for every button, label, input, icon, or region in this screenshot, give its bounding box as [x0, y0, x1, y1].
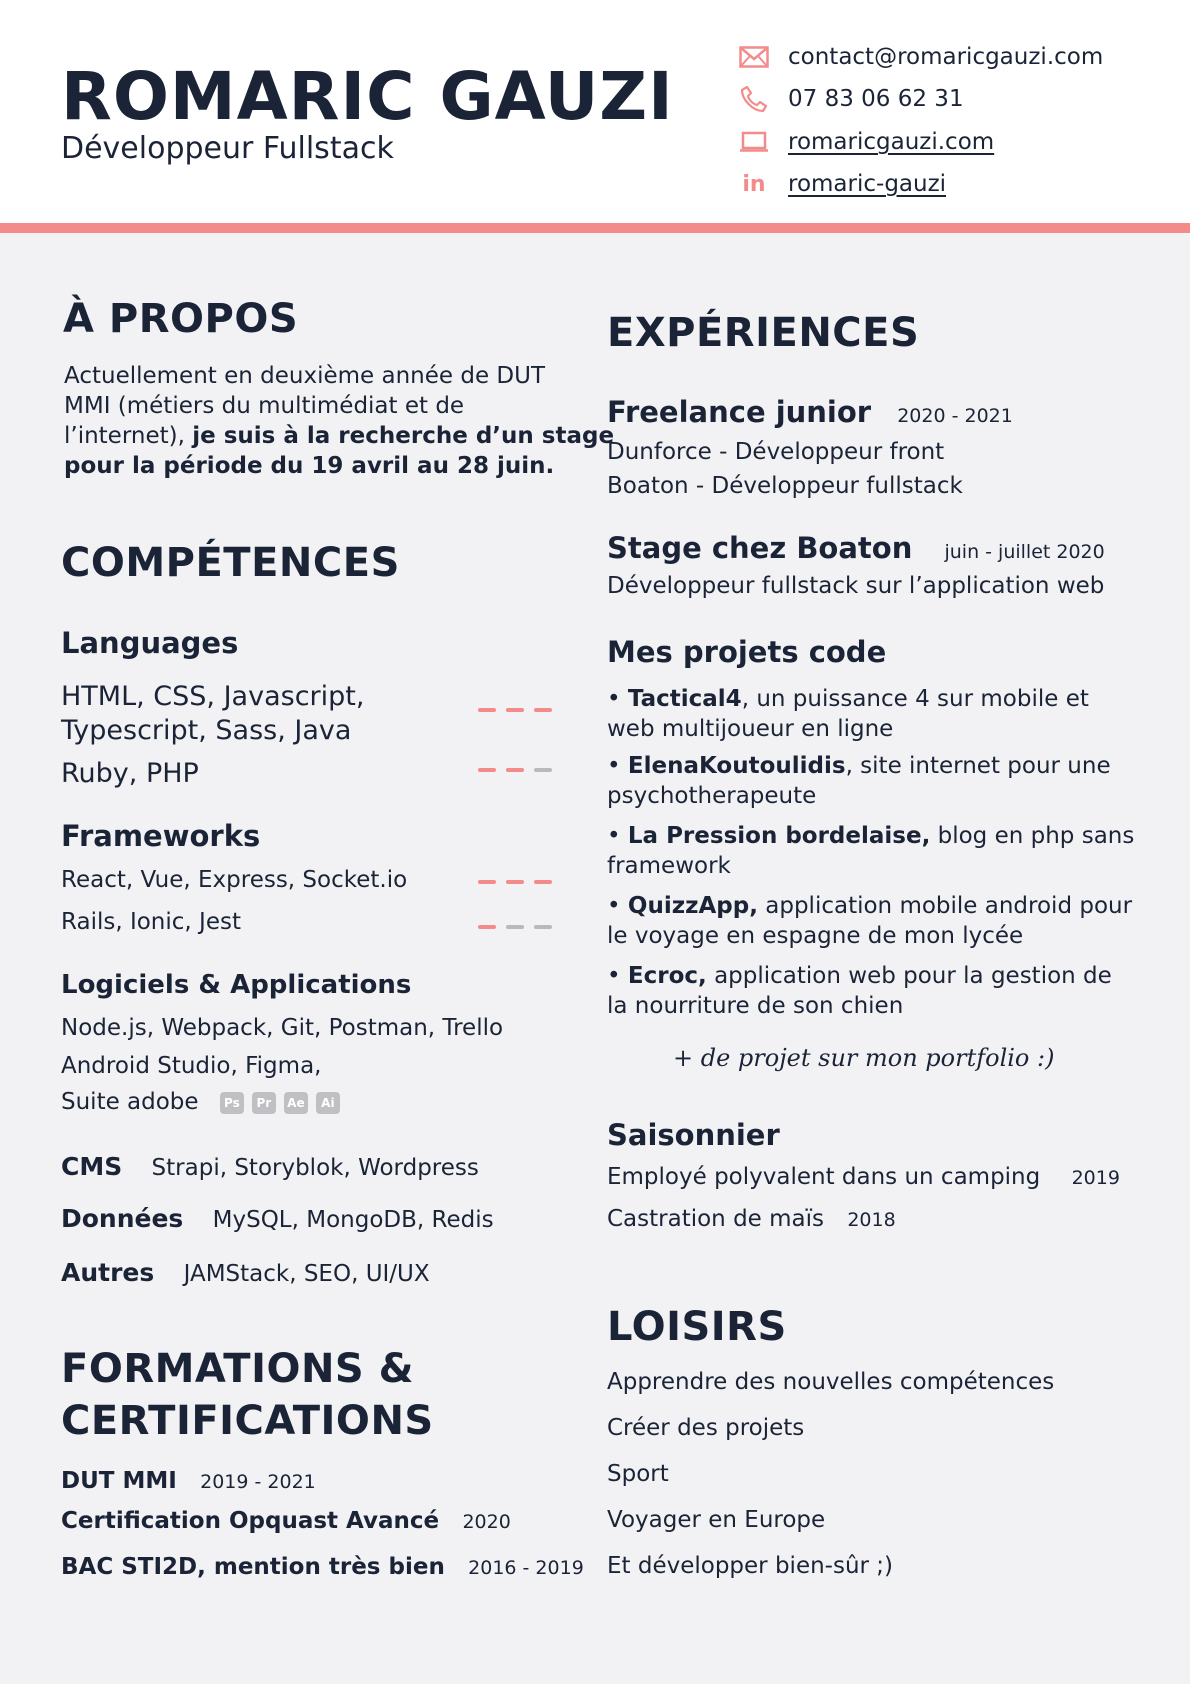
data-row [61, 1203, 494, 1236]
software-line: Android Studio, Figma, [61, 1053, 322, 1079]
frameworks-title: Frameworks [61, 819, 261, 853]
data-label: Données [61, 1204, 184, 1233]
hobby-item: Apprendre des nouvelles compétences [607, 1369, 1055, 1395]
skill-level [478, 708, 552, 712]
other-value: JAMStack, SEO, UI/UX [183, 1261, 430, 1287]
linkedin-link[interactable]: romaric-gauzi [788, 171, 947, 197]
hobby-item: Et développer bien-sûr ;) [607, 1553, 894, 1579]
hobby-item: Sport [607, 1461, 669, 1487]
education-name: Certification Opquast Avancé [61, 1508, 440, 1534]
about-title: À PROPOS [63, 296, 299, 342]
about-text: l’internet), [64, 423, 193, 449]
cms-row [61, 1151, 479, 1184]
project-item: • QuizzApp, application mobile android pour [607, 893, 1133, 919]
project-desc: psychotherapeute [607, 783, 817, 809]
level-dash [506, 708, 524, 712]
freelance-title [607, 395, 1013, 429]
projects-title: Mes projets code [607, 635, 887, 669]
software-title: Logiciels & Applications [61, 970, 412, 1000]
about-line: MMI (métiers du multimédiat et de [64, 393, 465, 419]
data-value: MySQL, MongoDB, Redis [212, 1207, 494, 1233]
education-item [61, 1506, 511, 1537]
project-desc: framework [607, 853, 731, 879]
project-desc: web multijoueur en ligne [607, 716, 894, 742]
level-dash [478, 708, 496, 712]
level-dash [534, 880, 552, 884]
hobby-item: Créer des projets [607, 1415, 805, 1441]
skill-languages-line: Typescript, Sass, Java [61, 715, 352, 746]
contact-website[interactable] [738, 124, 994, 160]
project-item: • Ecroc, application web pour la gestion de [607, 963, 1112, 989]
website-link[interactable]: romaricgauzi.com [788, 129, 995, 155]
education-name: DUT MMI [61, 1468, 177, 1494]
skills-title: COMPÉTENCES [61, 540, 400, 586]
level-dash [478, 925, 496, 929]
about-line: Actuellement en deuxième année de DUT [64, 363, 546, 389]
portfolio-note[interactable]: + de projet sur mon portfolio :) [673, 1044, 1055, 1072]
skill-level [478, 768, 552, 772]
photoshop-icon: Ps [220, 1092, 244, 1114]
project-name: ElenaKoutoulidis [627, 753, 846, 779]
about-highlight: je suis à la recherche d’un stage [192, 423, 615, 449]
level-dash [534, 925, 552, 929]
skill-level [478, 880, 552, 884]
project-name: Tactical4 [627, 686, 742, 712]
skill-level [478, 925, 552, 929]
level-dash [506, 880, 524, 884]
seasonal-date: 2018 [847, 1209, 896, 1231]
project-desc: la nourriture de son chien [607, 993, 904, 1019]
header [0, 0, 1190, 233]
project-name: Ecroc, [627, 963, 707, 989]
seasonal-title: Saisonnier [607, 1118, 780, 1152]
mail-icon [738, 41, 770, 73]
project-item: • Tactical4, un puissance 4 sur mobile et [607, 686, 1089, 712]
level-dash [534, 708, 552, 712]
phone-icon [738, 83, 770, 115]
skill-framework-line: Rails, Ionic, Jest [61, 909, 241, 935]
seasonal-desc: Castration de maïs [607, 1206, 825, 1232]
experience-title: EXPÉRIENCES [607, 310, 920, 356]
freelance-line: Dunforce - Développeur front [607, 439, 945, 465]
project-desc: site internet pour une [852, 753, 1111, 779]
education-date: 2016 - 2019 [468, 1557, 584, 1579]
project-name: La Pression bordelaise, [627, 823, 931, 849]
other-label: Autres [61, 1258, 155, 1287]
contact-phone[interactable] [738, 81, 964, 117]
skill-languages-line: Ruby, PHP [61, 758, 199, 789]
contact-linkedin[interactable] [738, 166, 946, 202]
project-desc: blog en php sans [930, 823, 1135, 849]
level-dash [506, 768, 524, 772]
internship-name: Stage chez Boaton [607, 531, 913, 565]
project-desc: le voyage en espagne de mon lycée [607, 923, 1024, 949]
about-highlight: pour la période du 19 avril au 28 juin. [64, 453, 555, 479]
education-item [61, 1466, 316, 1497]
freelance-name: Freelance junior [607, 395, 872, 429]
level-dash [534, 768, 552, 772]
role-subtitle: Développeur Fullstack [61, 131, 394, 166]
software-line: Node.js, Webpack, Git, Postman, Trello [61, 1015, 504, 1041]
after-effects-icon: Ae [284, 1092, 308, 1114]
seasonal-date: 2019 [1071, 1167, 1120, 1189]
software-text: Suite adobe [61, 1089, 199, 1115]
illustrator-icon: Ai [316, 1092, 340, 1114]
project-desc: application web pour la gestion de [706, 963, 1112, 989]
project-item: • ElenaKoutoulidis, site internet pour une [607, 753, 1111, 779]
contact-email[interactable] [738, 39, 1103, 75]
project-item: • La Pression bordelaise, blog en php sans [607, 823, 1135, 849]
freelance-date: 2020 - 2021 [897, 405, 1013, 427]
project-desc: un puissance 4 sur mobile et [749, 686, 1089, 712]
hobby-item: Voyager en Europe [607, 1507, 826, 1533]
adobe-badges [220, 1092, 340, 1114]
seasonal-item [607, 1204, 896, 1235]
level-dash [478, 880, 496, 884]
internship-title [607, 531, 1105, 565]
education-date: 2020 [462, 1511, 511, 1533]
level-dash [478, 768, 496, 772]
education-name: BAC STI2D, mention très bien [61, 1554, 445, 1580]
project-name: QuizzApp, [627, 893, 758, 919]
cms-label: CMS [61, 1152, 123, 1181]
laptop-icon [738, 126, 770, 158]
email-text: contact@romaricgauzi.com [788, 44, 1104, 70]
phone-text: 07 83 06 62 31 [788, 86, 964, 112]
name-title: ROMARIC GAUZI [61, 58, 674, 135]
project-desc: application mobile android pour [757, 893, 1133, 919]
other-row [61, 1257, 430, 1290]
level-dash [506, 925, 524, 929]
education-date: 2019 - 2021 [200, 1471, 316, 1493]
seasonal-item [607, 1162, 1120, 1193]
internship-line: Développeur fullstack sur l’application web [607, 573, 1105, 599]
education-title: CERTIFICATIONS [61, 1398, 434, 1444]
internship-date: juin - juillet 2020 [944, 541, 1105, 563]
freelance-line: Boaton - Développeur fullstack [607, 473, 963, 499]
education-title: FORMATIONS & [61, 1346, 415, 1392]
project-sep: , [845, 753, 853, 779]
cms-value: Strapi, Storyblok, Wordpress [151, 1155, 479, 1181]
languages-title: Languages [61, 626, 239, 660]
skill-framework-line: React, Vue, Express, Socket.io [61, 867, 408, 893]
education-item [61, 1552, 584, 1583]
seasonal-desc: Employé polyvalent dans un camping [607, 1164, 1041, 1190]
linkedin-icon: in [742, 171, 766, 197]
project-sep: , [741, 686, 750, 712]
skill-languages-line: HTML, CSS, Javascript, [61, 681, 365, 712]
about-line [64, 421, 614, 451]
hobbies-title: LOISIRS [607, 1304, 787, 1350]
premiere-icon: Pr [252, 1092, 276, 1114]
software-line [61, 1087, 340, 1117]
